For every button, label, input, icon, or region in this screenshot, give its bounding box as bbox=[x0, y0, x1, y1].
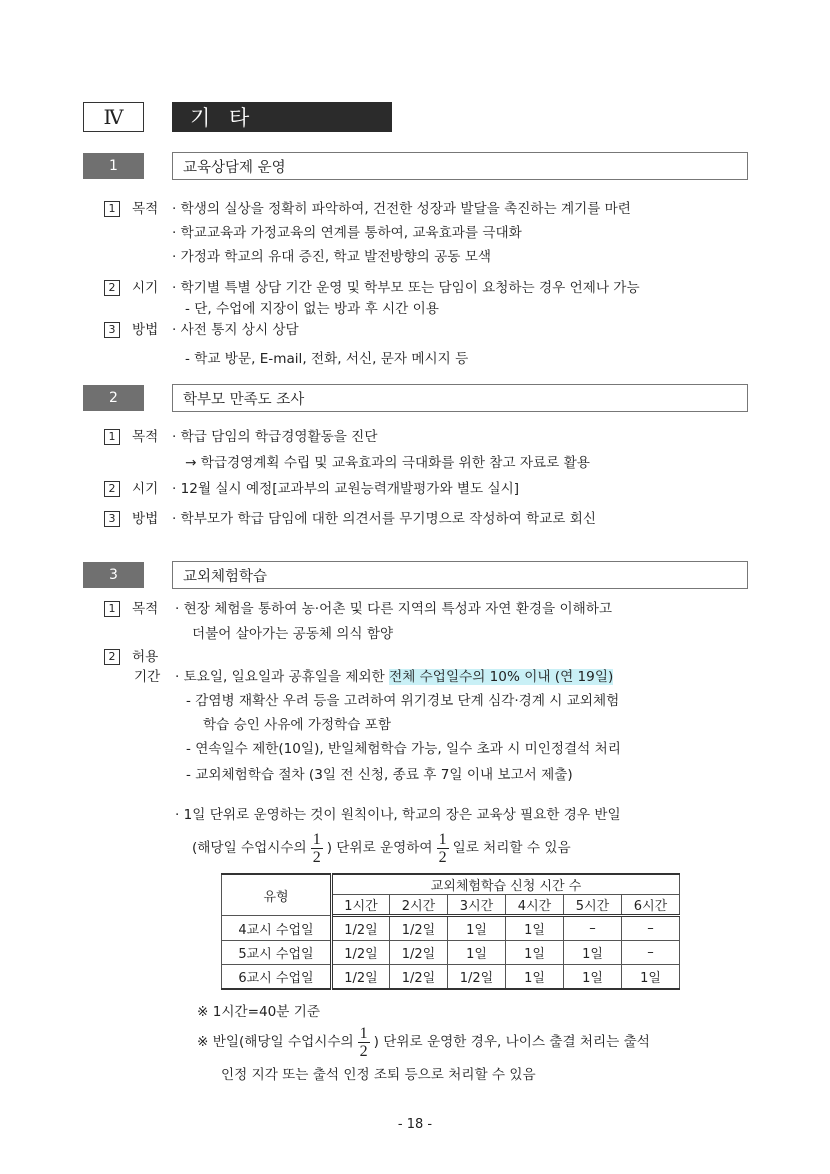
page-number: - 18 - bbox=[397, 1117, 433, 1132]
column-header: 3시간 bbox=[448, 895, 506, 916]
s3-item2-line1-text: · 토요일, 일요일과 공휴일을 제외한 bbox=[175, 669, 390, 685]
item-label: 방법 bbox=[132, 511, 159, 527]
fraction-denominator: 2 bbox=[359, 1042, 368, 1060]
column-header: 1시간 bbox=[332, 895, 390, 916]
column-header: 6시간 bbox=[622, 895, 680, 916]
unit-text-a: (해당일 수업시수의 bbox=[192, 840, 307, 856]
table-row bbox=[222, 916, 680, 941]
unit-text-b: ) 단위로 운영하여 bbox=[326, 840, 433, 856]
item-number-box: 3 bbox=[104, 322, 120, 338]
highlighted-limit: 전체 수업일수의 10% 이내 (연 19일) bbox=[389, 669, 614, 685]
table-cell: 1/2일 bbox=[448, 965, 506, 990]
table-cell: 1일 bbox=[448, 941, 506, 965]
item-label: 시기 bbox=[132, 280, 159, 296]
s1-item2-line2: - 단, 수업에 지장이 없는 방과 후 시간 이용 bbox=[185, 301, 439, 317]
s2-item3 bbox=[104, 510, 158, 528]
s3-unit-line1: · 1일 단위로 운영하는 것이 원칙이나, 학교의 장은 교육상 필요한 경우 반일 bbox=[175, 807, 621, 823]
s3-item2-line5: - 교외체험학습 절차 (3일 전 신청, 종료 후 7일 이내 보고서 제출) bbox=[186, 767, 573, 783]
table-cell: 1/2일 bbox=[332, 965, 390, 990]
row-header-type: 유형 bbox=[222, 874, 332, 916]
row-label: 4교시 수업일 bbox=[222, 916, 332, 941]
fraction-half bbox=[437, 831, 449, 866]
s1-item2-line1: · 학기별 특별 상담 기간 운영 및 학부모 또는 담임이 요청하는 경우 언제나 가능 bbox=[172, 280, 640, 296]
column-header: 4시간 bbox=[506, 895, 564, 916]
section-1-title: 교육상담제 운영 bbox=[172, 152, 748, 180]
chapter-number: Ⅳ bbox=[83, 102, 144, 132]
table-row bbox=[222, 941, 680, 965]
table-cell: – bbox=[622, 916, 680, 941]
s3-item2 bbox=[104, 648, 158, 666]
fraction-numerator: 1 bbox=[312, 830, 321, 848]
experience-learning-table bbox=[221, 873, 680, 990]
table-cell: 1일 bbox=[506, 965, 564, 990]
column-header: 5시간 bbox=[564, 895, 622, 916]
s1-item2 bbox=[104, 279, 158, 297]
s1-item1-line1: · 학생의 실상을 정확히 파악하여, 건전한 성장과 발달을 촉진하는 계기를 마련 bbox=[172, 201, 631, 217]
table-cell: 1/2일 bbox=[390, 916, 448, 941]
s3-item2-line3: 학습 승인 사유에 가정학습 포함 bbox=[203, 717, 391, 733]
table-cell: 1일 bbox=[564, 965, 622, 990]
table-cell: – bbox=[622, 941, 680, 965]
note-2-line2: 인정 지각 또는 출석 인정 조퇴 등으로 처리할 수 있음 bbox=[221, 1067, 536, 1083]
s2-item2-line1: · 12월 실시 예정[교과부의 교원능력개발평가와 별도 실시] bbox=[172, 481, 520, 497]
item-label: 목적 bbox=[132, 601, 159, 617]
item-number-box: 2 bbox=[104, 481, 120, 497]
s2-item3-line1: · 학부모가 학급 담임에 대한 의견서를 무기명으로 작성하여 학교로 회신 bbox=[172, 511, 597, 527]
section-3-number: 3 bbox=[83, 562, 144, 588]
table-cell: 1일 bbox=[622, 965, 680, 990]
s1-item1-line3: · 가정과 학교의 유대 증진, 학교 발전방향의 공동 모색 bbox=[172, 249, 491, 265]
item-label: 목적 bbox=[132, 201, 159, 217]
item-number-box: 1 bbox=[104, 201, 120, 217]
table-cell: – bbox=[564, 916, 622, 941]
s1-item1-line2: · 학교교육과 가정교육의 연계를 통하여, 교육효과를 극대화 bbox=[172, 225, 522, 241]
s3-unit-line2 bbox=[192, 830, 571, 866]
s3-item1-line2: 더불어 살아가는 공동체 의식 함양 bbox=[192, 626, 394, 642]
item-number-box: 2 bbox=[104, 280, 120, 296]
fraction-numerator: 1 bbox=[359, 1024, 368, 1042]
table-cell: 1일 bbox=[564, 941, 622, 965]
fraction-half bbox=[358, 1025, 370, 1060]
s1-item1 bbox=[104, 200, 158, 218]
s3-item1-line1: · 현장 체험을 통하여 농·어촌 및 다른 지역의 특성과 자연 환경을 이해하고 bbox=[175, 601, 612, 617]
table-cell: 1/2일 bbox=[332, 941, 390, 965]
s3-item2-line4: - 연속일수 제한(10일), 반일체험학습 가능, 일수 초과 시 미인정결석 처리 bbox=[186, 741, 621, 757]
row-label: 5교시 수업일 bbox=[222, 941, 332, 965]
table-cell: 1/2일 bbox=[332, 916, 390, 941]
s2-item1-line1: · 학급 담임의 학급경영활동을 진단 bbox=[172, 429, 378, 445]
s3-item1 bbox=[104, 600, 158, 618]
s2-item1-line2: → 학급경영계획 수립 및 교육효과의 극대화를 위한 참고 자료로 활용 bbox=[185, 455, 590, 471]
fraction-denominator: 2 bbox=[312, 848, 321, 866]
s3-item2-label2: 기간 bbox=[134, 669, 161, 685]
unit-text-c: 일로 처리할 수 있음 bbox=[452, 840, 571, 856]
item-number-box: 2 bbox=[104, 649, 120, 665]
s2-item1 bbox=[104, 428, 158, 446]
table-cell: 1/2일 bbox=[390, 965, 448, 990]
fraction-half bbox=[311, 831, 323, 866]
s1-item3-line2: - 학교 방문, E-mail, 전화, 서신, 문자 메시지 등 bbox=[185, 351, 469, 367]
section-2-number: 2 bbox=[83, 385, 144, 411]
s3-item2-line2: - 감염병 재확산 우려 등을 고려하여 위기경보 단계 심각·경계 시 교외체험 bbox=[186, 693, 620, 709]
item-label: 목적 bbox=[132, 429, 159, 445]
fraction-denominator: 2 bbox=[438, 848, 447, 866]
s3-item2-line1 bbox=[175, 668, 613, 686]
s1-item3 bbox=[104, 321, 158, 339]
row-label: 6교시 수업일 bbox=[222, 965, 332, 990]
chapter-title: 기 타 bbox=[172, 102, 392, 132]
fraction-numerator: 1 bbox=[438, 830, 447, 848]
item-label: 방법 bbox=[132, 322, 159, 338]
section-3-title: 교외체험학습 bbox=[172, 561, 748, 589]
group-header: 교외체험학습 신청 시간 수 bbox=[332, 874, 680, 895]
item-label: 허용 bbox=[132, 649, 159, 665]
note-2 bbox=[197, 1022, 650, 1062]
section-1-number: 1 bbox=[83, 153, 144, 179]
item-number-box: 1 bbox=[104, 429, 120, 445]
note-2-text-b: ) 단위로 운영한 경우, 나이스 출결 처리는 출석 bbox=[373, 1034, 650, 1050]
table-row bbox=[222, 965, 680, 990]
item-number-box: 1 bbox=[104, 601, 120, 617]
note-2-text-a: ※ 반일(해당일 수업시수의 bbox=[197, 1034, 354, 1050]
section-2-title: 학부모 만족도 조사 bbox=[172, 384, 748, 412]
s1-item3-line1: · 사전 통지 상시 상담 bbox=[172, 322, 299, 338]
s2-item2 bbox=[104, 480, 158, 498]
note-1: ※ 1시간=40분 기준 bbox=[197, 1004, 321, 1020]
item-label: 시기 bbox=[132, 481, 159, 497]
table-cell: 1일 bbox=[506, 916, 564, 941]
column-header: 2시간 bbox=[390, 895, 448, 916]
table-cell: 1/2일 bbox=[390, 941, 448, 965]
table-cell: 1일 bbox=[448, 916, 506, 941]
item-number-box: 3 bbox=[104, 511, 120, 527]
table-cell: 1일 bbox=[506, 941, 564, 965]
